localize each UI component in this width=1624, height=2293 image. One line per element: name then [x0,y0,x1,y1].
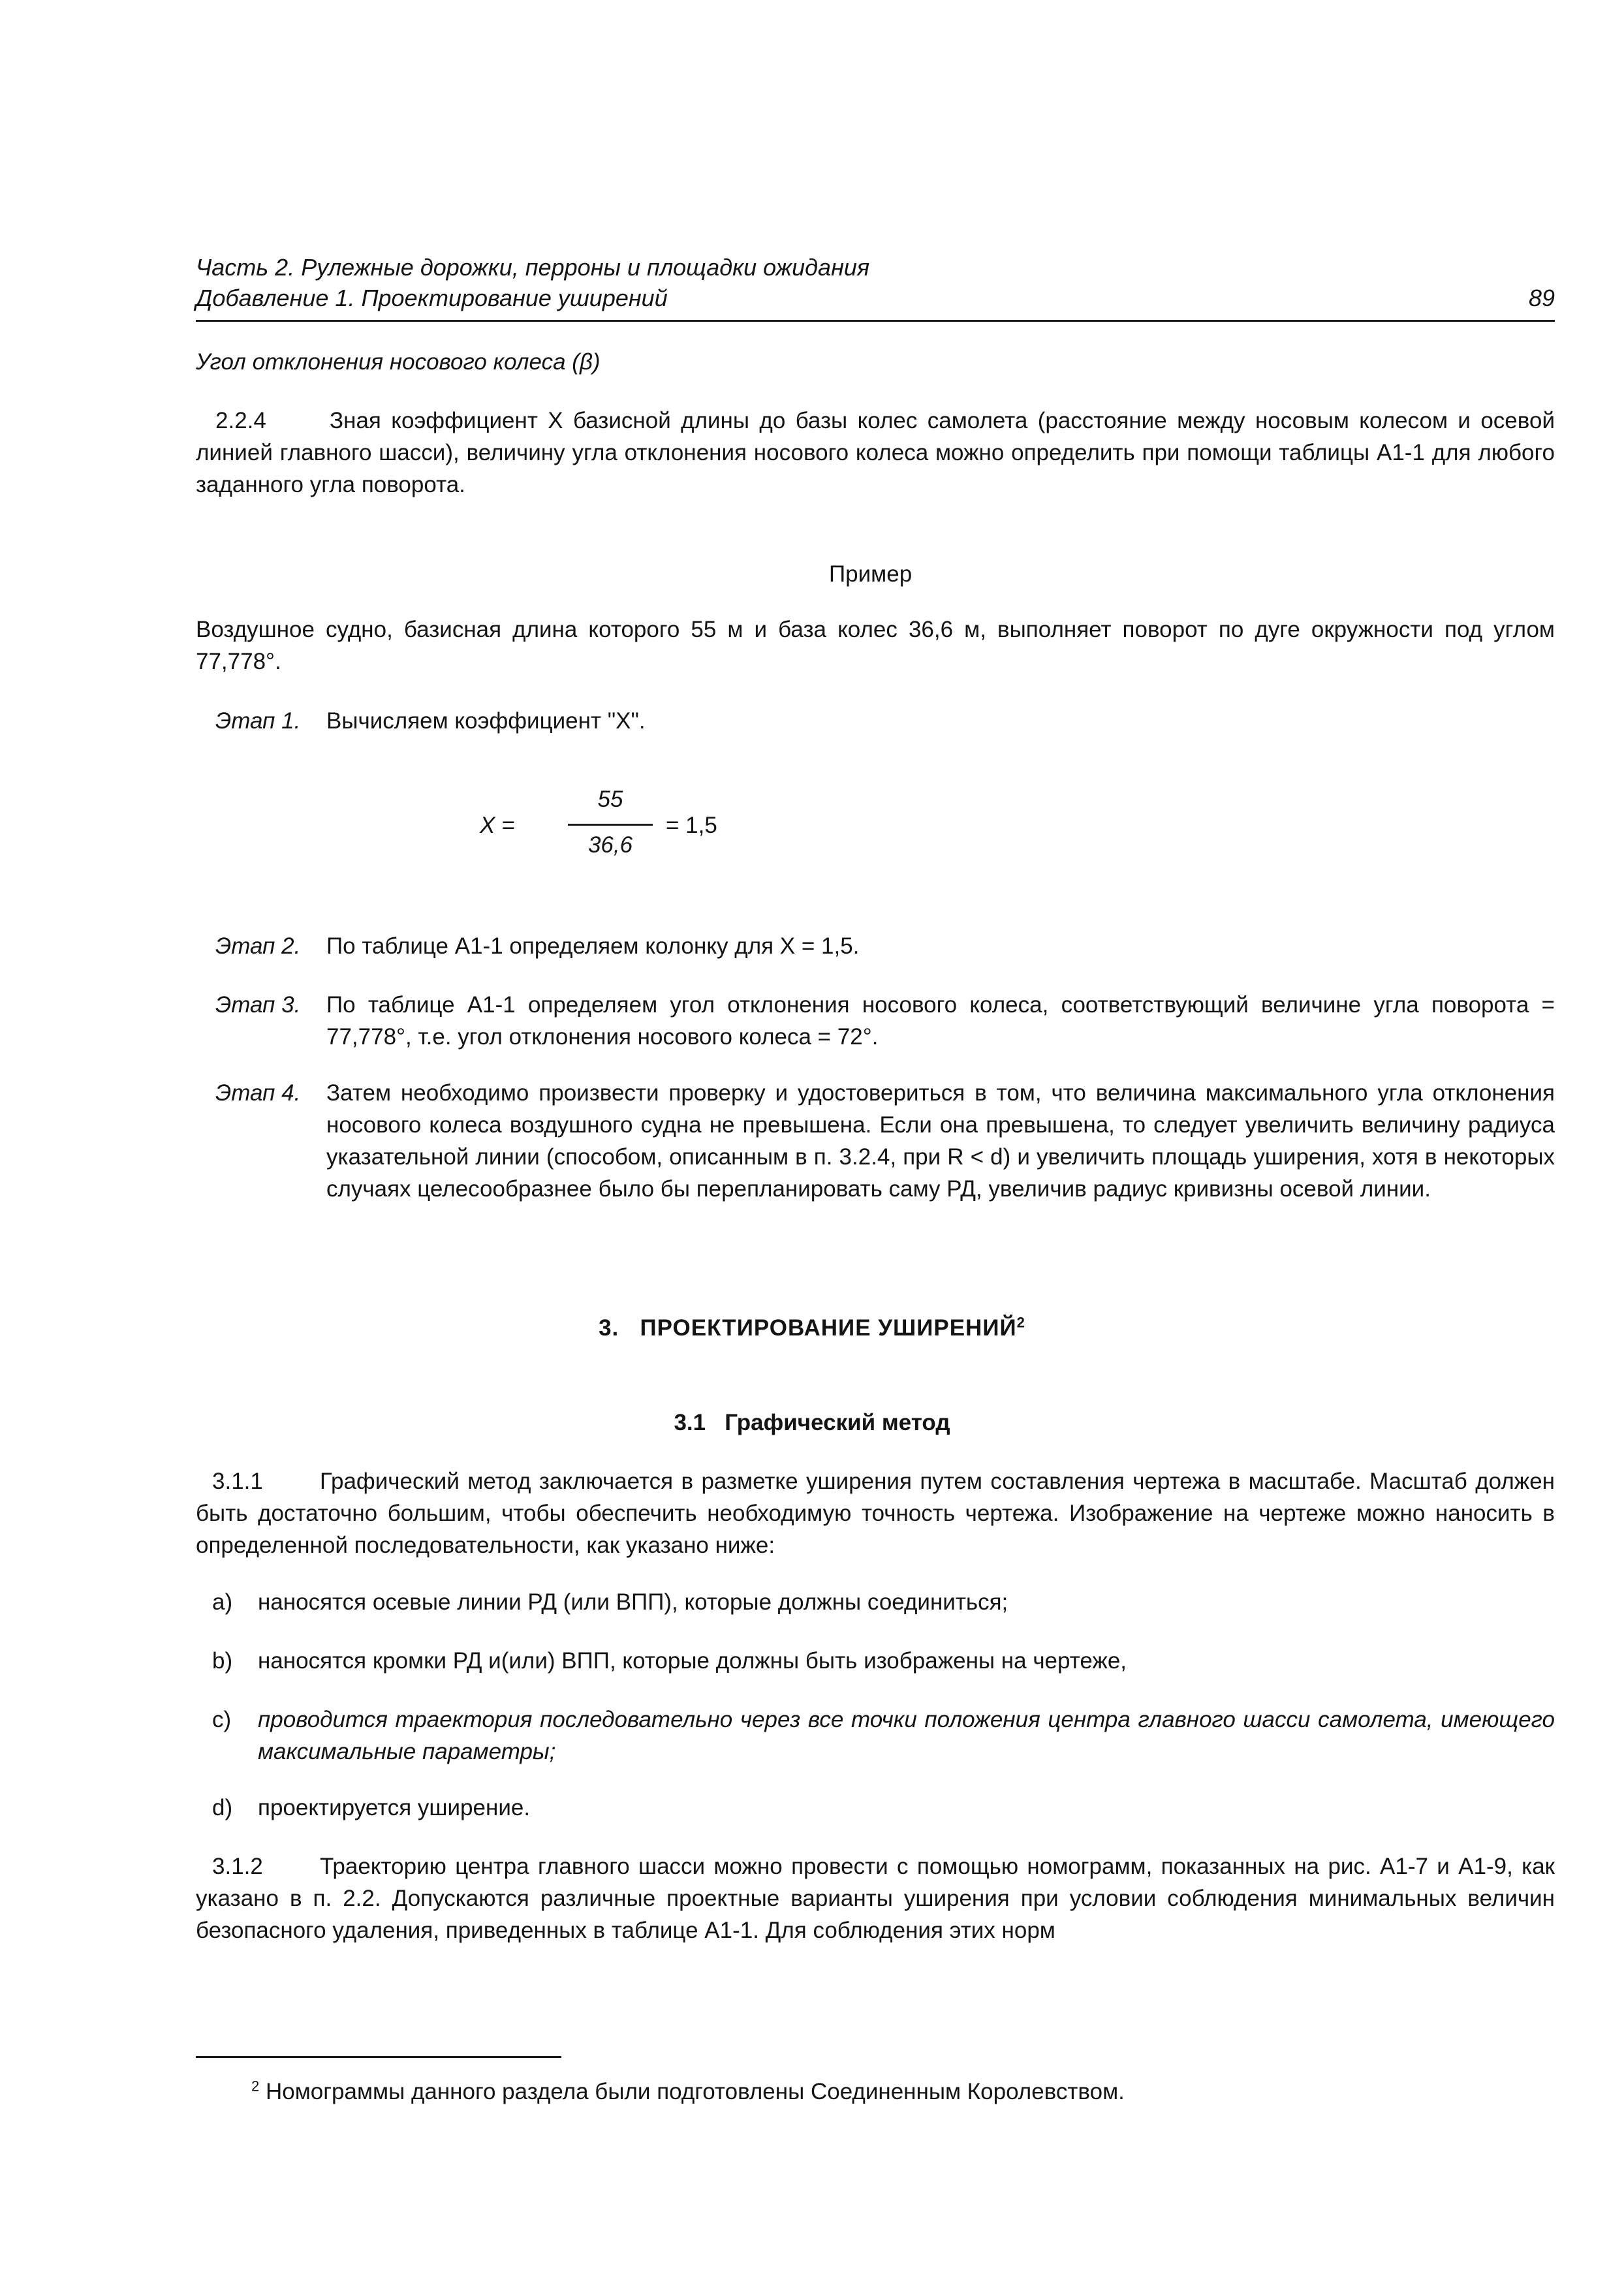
formula-numerator: 55 [597,787,623,812]
step-2-text: По таблице А1-1 определяем колонку для X = 1,5. [326,933,860,959]
footnote-ref: 2 [1016,1314,1025,1331]
step-4-label: Этап 4. [215,1080,301,1106]
header-rule [196,320,1555,322]
paragraph-2-2-4 [196,405,1555,501]
formula-denominator: 36,6 [587,832,633,858]
step-3-label: Этап 3. [215,992,301,1018]
subsection-heading [0,1407,1624,1439]
example-title: Пример [829,561,913,587]
list-item-b: наносятся кромки РД и(или) ВПП, которые должны быть изображены на чертеже, [258,1648,1127,1674]
fraction-bar [568,824,653,826]
step-1-label: Этап 1. [215,708,301,734]
section-heading: Угол отклонения носового колеса (β) [196,349,601,375]
paragraph-number: 2.2.4 [215,408,266,433]
subsection-title: Графический метод [725,1410,950,1435]
list-item-a: наносятся осевые линии РД (или ВПП), которые должны соединиться; [258,1589,1008,1615]
paragraph-3-1-2 [196,1850,1555,1946]
list-label-b: b) [212,1648,233,1674]
list-label-a: a) [212,1589,233,1615]
list-label-d: d) [212,1795,233,1820]
paragraph-number: 3.1.2 [212,1854,263,1879]
paragraph-3-1-1 [196,1465,1555,1561]
step-1-text: Вычисляем коэффициент "X". [326,708,646,734]
footnote [251,2076,1125,2108]
paragraph-text: Траекторию центра главного шасси можно провести с помощью номограмм, показанных на рис. А1-7 и А1-9, как указано в п. 2.2. Допускаются различные проектные варианты уширения при условии соблюдения минимальных величин безопасного удаления, приведенных в таблице А1-1. Для соблюдения этих норм [196,1854,1555,1943]
formula [480,783,741,868]
step-3-text: По таблице А1-1 определяем угол отклонения носового колеса, соответствующий величине угла поворота = 77,778°, т.е. угол отклонения носового колеса = 72°. [326,992,1555,1050]
step-4-text: Затем необходимо произвести проверку и удостовериться в том, что величина максимального угла отклонения носового колеса воздушного судна не превышена. Если она превышена, то следует увеличить величину радиуса указательной линии (способом, описанным в п. 3.2.4, при R < d) и увеличить площадь уширения, хотя в некоторых случаях целесообразнее было бы перепланировать саму РД, увеличив радиус кривизны осевой линии. [326,1080,1555,1202]
formula-rhs: = 1,5 [666,813,717,838]
running-header-line2: Добавление 1. Проектирование уширений [196,285,668,311]
running-header-line1: Часть 2. Рулежные дорожки, перроны и площадки ожидания [196,254,870,281]
footnote-rule [196,2056,561,2058]
footnote-mark: 2 [251,2078,260,2095]
paragraph-text: Зная коэффициент X базисной длины до базы колес самолета (расстояние между носовым колесом и осевой линией главного шасси), величину угла отклонения носового колеса можно определить при помощи таблицы А1-1 для любого заданного угла поворота. [196,408,1555,497]
formula-lhs: X = [480,813,515,838]
list-label-c: c) [212,1707,232,1732]
subsection-number: 3.1 [674,1410,706,1435]
step-2-label: Этап 2. [215,933,301,959]
page-number: 89 [1528,285,1555,311]
footnote-text: Номограммы данного раздела были подготовлены Соединенным Королевством. [265,2079,1125,2104]
paragraph-text: Графический метод заключается в разметке уширения путем составления чертежа в масштабе. Масштаб должен быть достаточно большим, чтобы обеспечить необходимую точность чертежа. Изображение на чертеже можно наносить в определенной последовательности, как указано ниже: [196,1469,1555,1558]
chapter-heading [0,1312,1624,1344]
paragraph-number: 3.1.1 [212,1469,263,1494]
example-intro: Воздушное судно, базисная длина которого 55 м и база колес 36,6 м, выполняет поворот по дуге окружности под углом 77,778°. [196,617,1555,674]
list-item-d: проектируется уширение. [258,1795,531,1820]
list-item-c: проводится траектория последовательно через все точки положения центра главного шасси самолета, имеющего максимальные параметры; [258,1707,1555,1764]
chapter-number: 3. [599,1315,619,1341]
chapter-title: ПРОЕКТИРОВАНИЕ УШИРЕНИЙ [640,1315,1017,1341]
